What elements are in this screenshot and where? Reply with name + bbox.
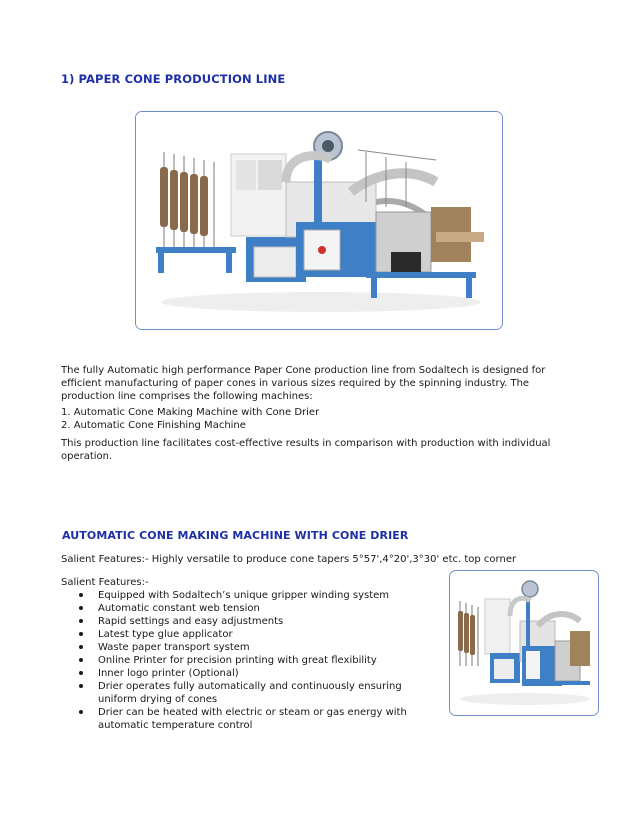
machine-list	[61, 406, 581, 432]
feature-item: Online Printer for precision printing with great flexibility	[61, 654, 441, 667]
section1-closing: This production line facilitates cost-effective results in comparison with production with individual operation.	[61, 438, 551, 462]
feature-item: Inner logo printer (Optional)	[61, 667, 441, 680]
feature-item: Latest type glue applicator	[61, 628, 441, 641]
section1-intro: The fully Automatic high performance Paper Cone production line from Sodaltech is designed for efficient manufacturing of paper cones in various sizes required by the spinning industry. The production line comprises the following machines:	[61, 365, 546, 402]
salient-features-line: Salient Features:- Highly versatile to produce cone tapers 5°57',4°20',3°30' etc. top corner	[61, 554, 517, 565]
features-list	[61, 589, 441, 732]
production-line-image	[135, 111, 503, 330]
machine-illustration	[136, 112, 502, 329]
cone-making-machine-image	[449, 570, 599, 716]
features-title: Salient Features:-	[61, 577, 149, 588]
feature-item: Drier operates fully automatically and continuously ensuring uniform drying of cones	[61, 680, 428, 706]
feature-item: Rapid settings and easy adjustments	[61, 615, 441, 628]
feature-item: Equipped with Sodaltech’s unique gripper winding system	[61, 589, 441, 602]
section2-heading: AUTOMATIC CONE MAKING MACHINE WITH CONE DRIER	[62, 529, 409, 542]
machine-thumbnail-illustration	[450, 571, 598, 715]
feature-item: Automatic constant web tension	[61, 602, 441, 615]
section1-heading: 1) PAPER CONE PRODUCTION LINE	[61, 72, 286, 86]
feature-item: Waste paper transport system	[61, 641, 441, 654]
feature-item: Drier can be heated with electric or steam or gas energy with automatic temperature control	[61, 706, 443, 732]
machine-list-item: 2. Automatic Cone Finishing Machine	[61, 420, 246, 431]
machine-list-item: 1. Automatic Cone Making Machine with Cone Drier	[61, 407, 320, 418]
